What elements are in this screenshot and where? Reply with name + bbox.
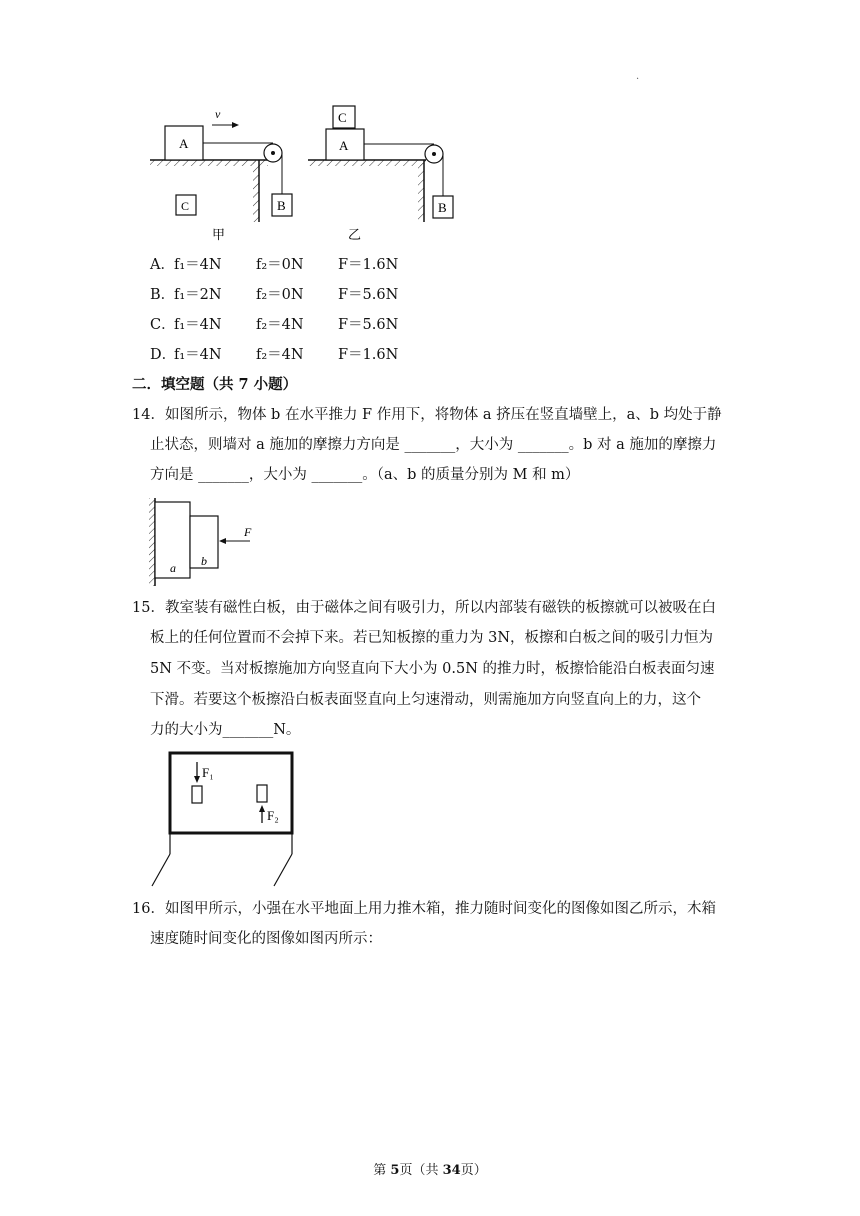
footer-suffix: 页） (460, 1163, 487, 1178)
stand-leg-right (274, 854, 292, 886)
footer-total-pages: 34 (442, 1163, 461, 1178)
velocity-label: v (215, 107, 221, 121)
stand-leg-left (152, 854, 170, 886)
option-F: F＝1.6N (338, 347, 399, 363)
q14-line-2: 止状态，则墙对 a 施加的摩擦力方向是 _______，大小为 _______。b 对 a 施加的摩擦力 (150, 437, 717, 453)
option-a (150, 255, 410, 275)
option-F: F＝1.6N (338, 257, 399, 273)
option-f1: f₁＝4N (174, 317, 222, 333)
section-title: 二．填空题（共 7 小题） (132, 376, 298, 393)
wall-hatch (149, 498, 155, 586)
q15-line-2: 板上的任何位置而不会掉下来。若已知板擦的重力为 3N，板擦和白板之间的吸引力恒为 (150, 630, 714, 646)
q15-line-3: 5N 不变。当对板擦施加方向竖直向下大小为 0.5N 的推力时，板擦恰能沿白板表面匀速 (150, 661, 715, 677)
block-a-right-label: A (339, 138, 349, 153)
eraser-2 (257, 785, 267, 802)
option-F: F＝5.6N (338, 317, 399, 333)
block-b-right-label: B (438, 200, 447, 215)
q16-line-1: 16．如图甲所示，小强在水平地面上用力推木箱，推力随时间变化的图像如图乙所示，木箱 (132, 901, 716, 917)
figure-13-left (150, 107, 292, 242)
option-f2: f₂＝0N (256, 287, 304, 303)
block-c-right-label: C (338, 110, 347, 125)
option-label: C． (150, 317, 176, 333)
eraser-1 (192, 786, 202, 803)
q15-line-1: 15．教室装有磁性白板，由于磁体之间有吸引力，所以内部装有磁铁的板擦就可以被吸在白 (132, 600, 716, 616)
header-mark: · (636, 74, 640, 85)
page-footer (0, 1159, 860, 1178)
label-F1: F₁ (202, 765, 214, 780)
option-f2: f₂＝0N (256, 257, 304, 273)
figure-14 (146, 494, 266, 590)
label-F2: F₂ (267, 808, 279, 823)
block-a-left-label: A (179, 136, 189, 151)
caption-jia: 甲 (212, 227, 226, 242)
q14-line-3: 方向是 _______，大小为 _______。（a、b 的质量分别为 M 和 m） (150, 467, 580, 483)
option-label: B． (150, 287, 176, 303)
footer-page-number: 5 (390, 1163, 400, 1178)
option-label: A． (150, 257, 175, 273)
footer-middle: 页（共 (399, 1163, 443, 1178)
figure-13-right (308, 106, 453, 242)
block-b-left-label: B (277, 198, 286, 213)
option-c (150, 315, 410, 335)
option-f2: f₂＝4N (256, 317, 304, 333)
option-b (150, 285, 410, 305)
label-a: a (170, 561, 176, 575)
caption-yi: 乙 (348, 227, 362, 242)
label-F: F (244, 525, 252, 539)
option-F: F＝5.6N (338, 287, 399, 303)
figure-15 (150, 748, 310, 890)
q15-line-4: 下滑。若要这个板擦沿白板表面竖直向上匀速滑动，则需施加方向竖直向上的力，这个 (150, 692, 701, 708)
option-f1: f₁＝2N (174, 287, 222, 303)
label-b: b (201, 554, 207, 568)
option-label: D． (150, 347, 177, 363)
option-f2: f₂＝4N (256, 347, 304, 363)
option-d (150, 345, 410, 365)
block-c-loose-label: C (181, 199, 190, 213)
q15-line-5: 力的大小为_______N。 (150, 722, 301, 738)
q14-line-1: 14．如图所示，物体 b 在水平推力 F 作用下，将物体 a 挤压在竖直墙壁上，a、b 均处于静 (132, 407, 722, 423)
figure-13 (140, 98, 480, 248)
option-f1: f₁＝4N (174, 347, 222, 363)
q16-line-2: 速度随时间变化的图像如图丙所示： (150, 931, 382, 947)
footer-prefix: 第 (373, 1163, 391, 1178)
option-f1: f₁＝4N (174, 257, 222, 273)
